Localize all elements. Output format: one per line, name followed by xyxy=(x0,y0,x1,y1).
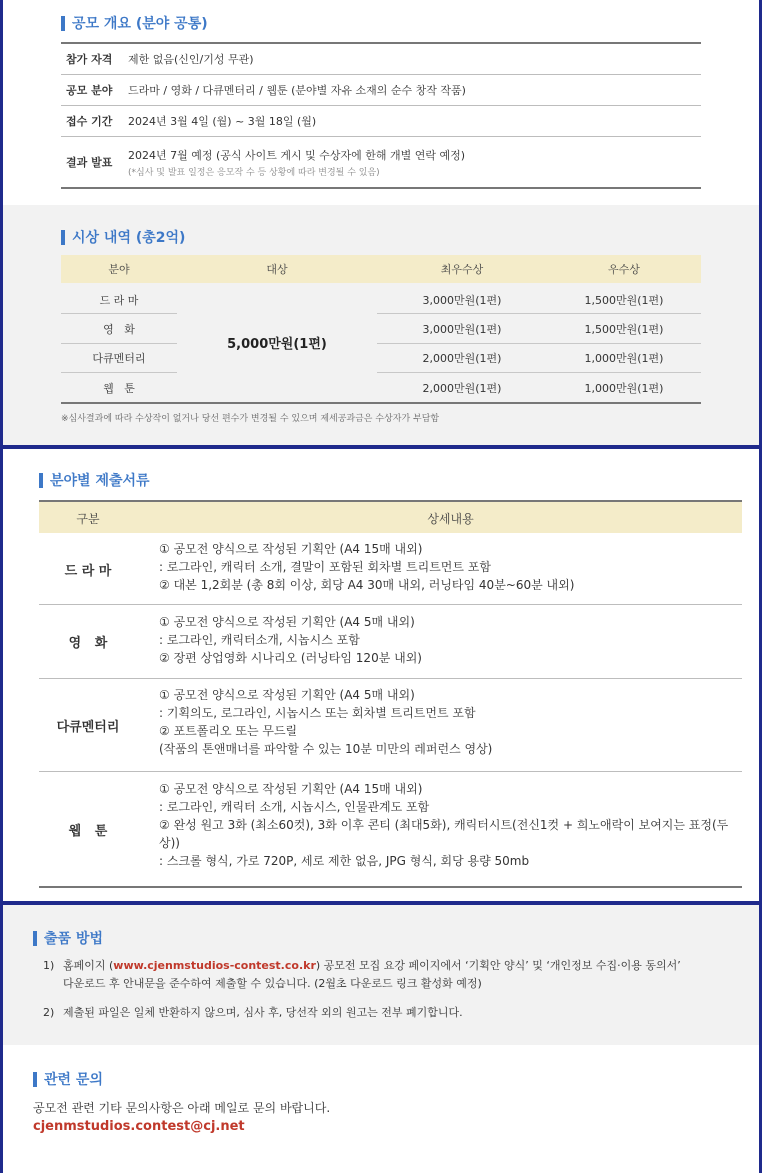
method-item-2: 2) 제출된 파일은 일체 반환하지 않으며, 심사 후, 당선작 외의 원고는 전부 폐기합니다. xyxy=(43,1006,463,1019)
homepage-link[interactable]: www.cjenmstudios-contest.co.kr xyxy=(113,959,316,972)
title-bar-icon xyxy=(61,230,65,245)
header-detail: 상세내용 xyxy=(427,512,474,526)
title-bar-icon xyxy=(61,16,65,31)
prize-table-header xyxy=(61,255,701,283)
prize-excellent: 1,000만원(1편) xyxy=(584,382,664,395)
header-grand: 대상 xyxy=(266,263,288,276)
contact-section xyxy=(3,1045,759,1173)
contact-title: 관련 문의 xyxy=(33,1069,103,1089)
prize-title: 시상 내역 (총2억) xyxy=(61,227,185,247)
contact-text: 공모전 관련 기타 문의사항은 아래 메일로 문의 바랍니다. xyxy=(33,1101,331,1115)
prize-best: 2,000만원(1편) xyxy=(422,382,502,395)
submission-row: 웹 툰 ① 공모전 양식으로 작성된 기획안 (A4 15매 내외) : 로그라인, 캐릭터 소개, 시놉시스, 인물관계도 포함 ② 완성 원고 3화 (최소60컷), 3화 이후 콘티 (최대5화), 캐릭터시트(전신1컷 + 희노애락이 보여지는 표정(두상)) : 스크롤 형식, 가로 720P, 세로 제한 없음, JPG 형식, 회당 용량 50mb xyxy=(39,772,742,888)
submission-row: 드 라 마 ① 공모전 양식으로 작성된 기획안 (A4 15매 내외) : 로그라인, 캐릭터 소개, 결말이 포함된 회차별 트리트먼트 포함 ② 대본 1,2회분 (총 8회 이상, 회당 A4 30매 내외, 러닝타임 40분~60분 내외) xyxy=(39,533,742,605)
contact-email[interactable]: cjenmstudios.contest@cj.net xyxy=(33,1119,245,1134)
overview-section xyxy=(3,0,759,205)
row-divider xyxy=(377,313,701,314)
row-divider xyxy=(61,343,177,344)
submission-title: 분야별 제출서류 xyxy=(39,470,150,490)
overview-row: 참가 자격 제한 없음(신인/기성 무관) xyxy=(61,44,701,75)
prize-best: 3,000만원(1편) xyxy=(422,294,502,307)
prize-field: 다큐멘터리 xyxy=(92,352,146,365)
overview-row: 결과 발표 2024년 7월 예정 (공식 사이트 게시 및 수상자에 한해 개별 연락 예정) (*심사 및 발표 일정은 응모작 수 등 상황에 따라 변경될 수 있음) xyxy=(61,137,701,189)
method-item-1: 1) 홈페이지 (www.cjenmstudios-contest.co.kr) 공모전 모집 요강 페이지에서 ‘기획안 양식’ 및 ‘개인정보 수집·이용 동의서’ 다운로드 후 안내문을 준수하여 제출할 수 있습니다. (2월초 다운로드 링크 활성화 예정) xyxy=(43,959,681,990)
prize-note: ※심사결과에 따라 수상작이 없거나 당선 편수가 변경될 수 있으며 제세공과금은 수상자가 부담함 xyxy=(61,414,440,424)
header-field: 분야 xyxy=(108,263,130,276)
overview-title: 공모 개요 (분야 공통) xyxy=(61,13,208,33)
prize-section xyxy=(3,205,759,445)
row-divider xyxy=(61,372,177,373)
header-best: 최우수상 xyxy=(440,263,484,276)
prize-field: 영 화 xyxy=(103,323,135,336)
prize-grand: 5,000만원(1편) xyxy=(227,337,327,352)
prize-field: 웹 툰 xyxy=(103,382,135,395)
overview-row: 공모 분야 드라마 / 영화 / 다큐멘터리 / 웹툰 (분야별 자유 소재의 순수 창작 작품) xyxy=(61,75,701,106)
overview-table xyxy=(61,42,701,189)
overview-row: 접수 기간 2024년 3월 4일 (월) ~ 3월 18일 (월) xyxy=(61,106,701,137)
row-divider xyxy=(61,313,177,314)
prize-best: 2,000만원(1편) xyxy=(422,352,502,365)
table-bottom-line xyxy=(61,402,701,404)
method-title: 출품 방법 xyxy=(33,928,103,948)
title-bar-icon xyxy=(33,1072,37,1087)
prize-excellent: 1,000만원(1편) xyxy=(584,352,664,365)
row-divider xyxy=(377,343,701,344)
prize-excellent: 1,500만원(1편) xyxy=(584,323,664,336)
title-bar-icon xyxy=(33,931,37,946)
submission-section xyxy=(3,449,759,901)
title-bar-icon xyxy=(39,473,43,488)
prize-field: 드 라 마 xyxy=(99,294,139,307)
method-section xyxy=(3,905,759,1045)
header-excellent: 우수상 xyxy=(608,263,640,276)
header-type: 구분 xyxy=(76,512,100,526)
prize-best: 3,000만원(1편) xyxy=(422,323,502,336)
prize-excellent: 1,500만원(1편) xyxy=(584,294,664,307)
submission-table-header xyxy=(39,500,742,533)
submission-row: 다큐멘터리 ① 공모전 양식으로 작성된 기획안 (A4 5매 내외) : 기획의도, 로그라인, 시놉시스 또는 회차별 트리트먼트 포함 ② 포트폴리오 또는 무드릴 (작품의 톤앤매너를 파악할 수 있는 10분 미만의 레퍼런스 영상) xyxy=(39,679,742,772)
row-divider xyxy=(377,372,701,373)
submission-row: 영 화 ① 공모전 양식으로 작성된 기획안 (A4 5매 내외) : 로그라인, 캐릭터소개, 시놉시스 포함 ② 장편 상업영화 시나리오 (러닝타임 120분 내외) xyxy=(39,605,742,679)
